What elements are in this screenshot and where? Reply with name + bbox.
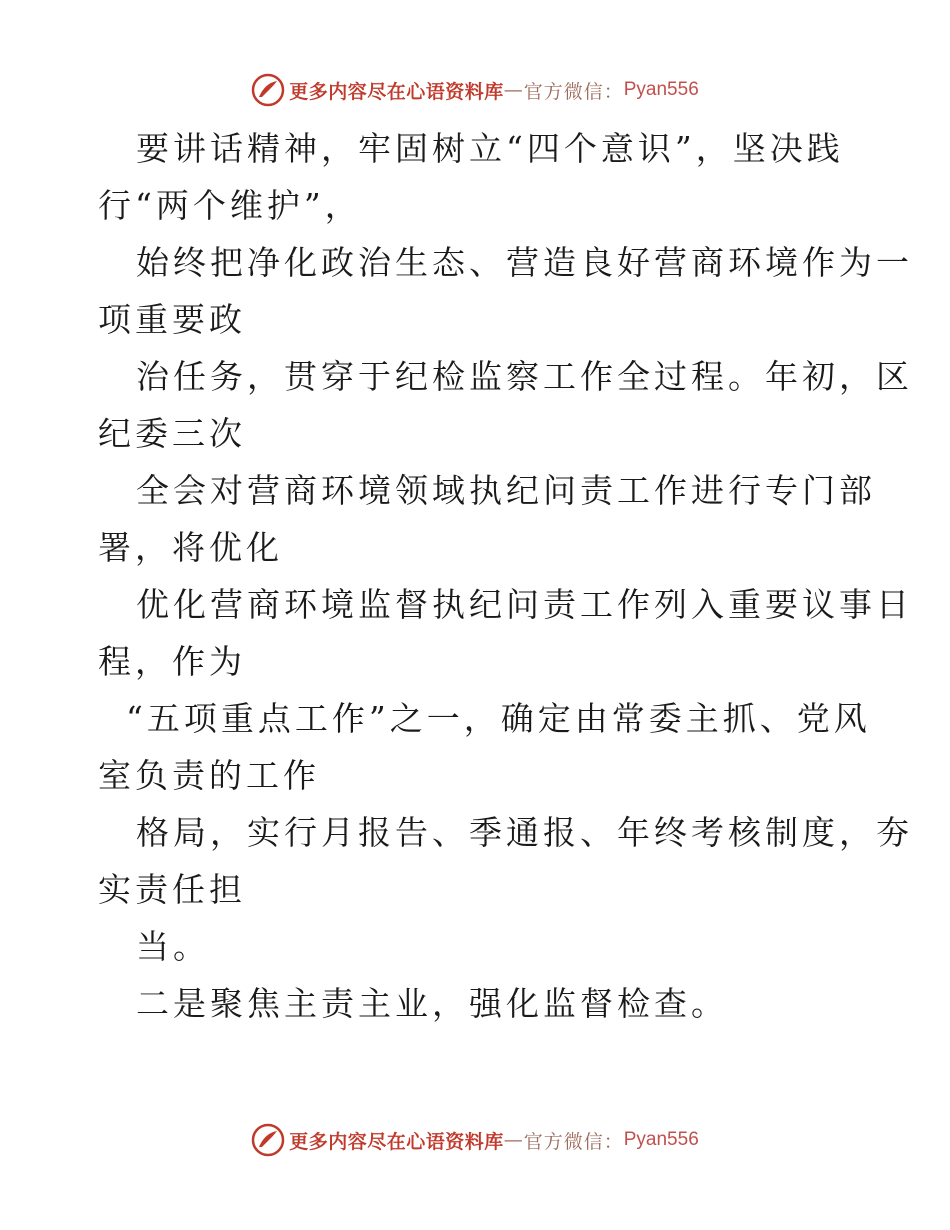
body-line: 室负责的工作 — [98, 756, 320, 795]
body-line: 纪委三次 — [98, 414, 246, 453]
section-heading: 二是聚焦主责主业，强化监督检查。 — [136, 984, 728, 1023]
body-line: 要讲话精神，牢固树立“四个意识”，坚决践 — [136, 129, 844, 168]
watermark-title: 更多内容尽在心语资料库 — [289, 1130, 504, 1153]
body-line: 格局，实行月报告、季通报、年终考核制度，夯 — [136, 813, 913, 852]
watermark-contact-id: Pyan556 — [623, 79, 699, 100]
body-line: 治任务，贯穿于纪检监察工作全过程。年初，区 — [136, 357, 913, 396]
body-line: 项重要政 — [98, 300, 246, 339]
watermark-separator: — — [503, 1129, 524, 1151]
body-line: 程，作为 — [98, 642, 246, 681]
watermark-separator: — — [503, 79, 524, 101]
body-line: 全会对营商环境领域执纪问责工作进行专门部 — [136, 471, 876, 510]
watermark-contact-label: 官方微信： — [523, 80, 624, 103]
document-body — [98, 120, 913, 1032]
body-line: 始终把净化政治生态、营造良好营商环境作为一 — [136, 243, 913, 282]
watermark-contact-id: Pyan556 — [623, 1129, 699, 1150]
body-line: “五项重点工作”之一，确定由常委主抓、党风 — [126, 699, 871, 738]
footer-watermark — [0, 1120, 950, 1160]
pen-logo-icon — [251, 73, 285, 107]
body-line: 实责任担 — [98, 870, 246, 909]
header-watermark — [0, 70, 950, 110]
watermark-title: 更多内容尽在心语资料库 — [289, 80, 504, 103]
body-line: 署，将优化 — [98, 528, 283, 567]
body-line: 优化营商环境监督执纪问责工作列入重要议事日 — [136, 585, 913, 624]
pen-logo-icon — [251, 1123, 285, 1157]
watermark-contact-label: 官方微信： — [523, 1130, 624, 1153]
body-line: 行“两个维护”， — [98, 186, 362, 225]
body-line: 当。 — [136, 927, 210, 966]
